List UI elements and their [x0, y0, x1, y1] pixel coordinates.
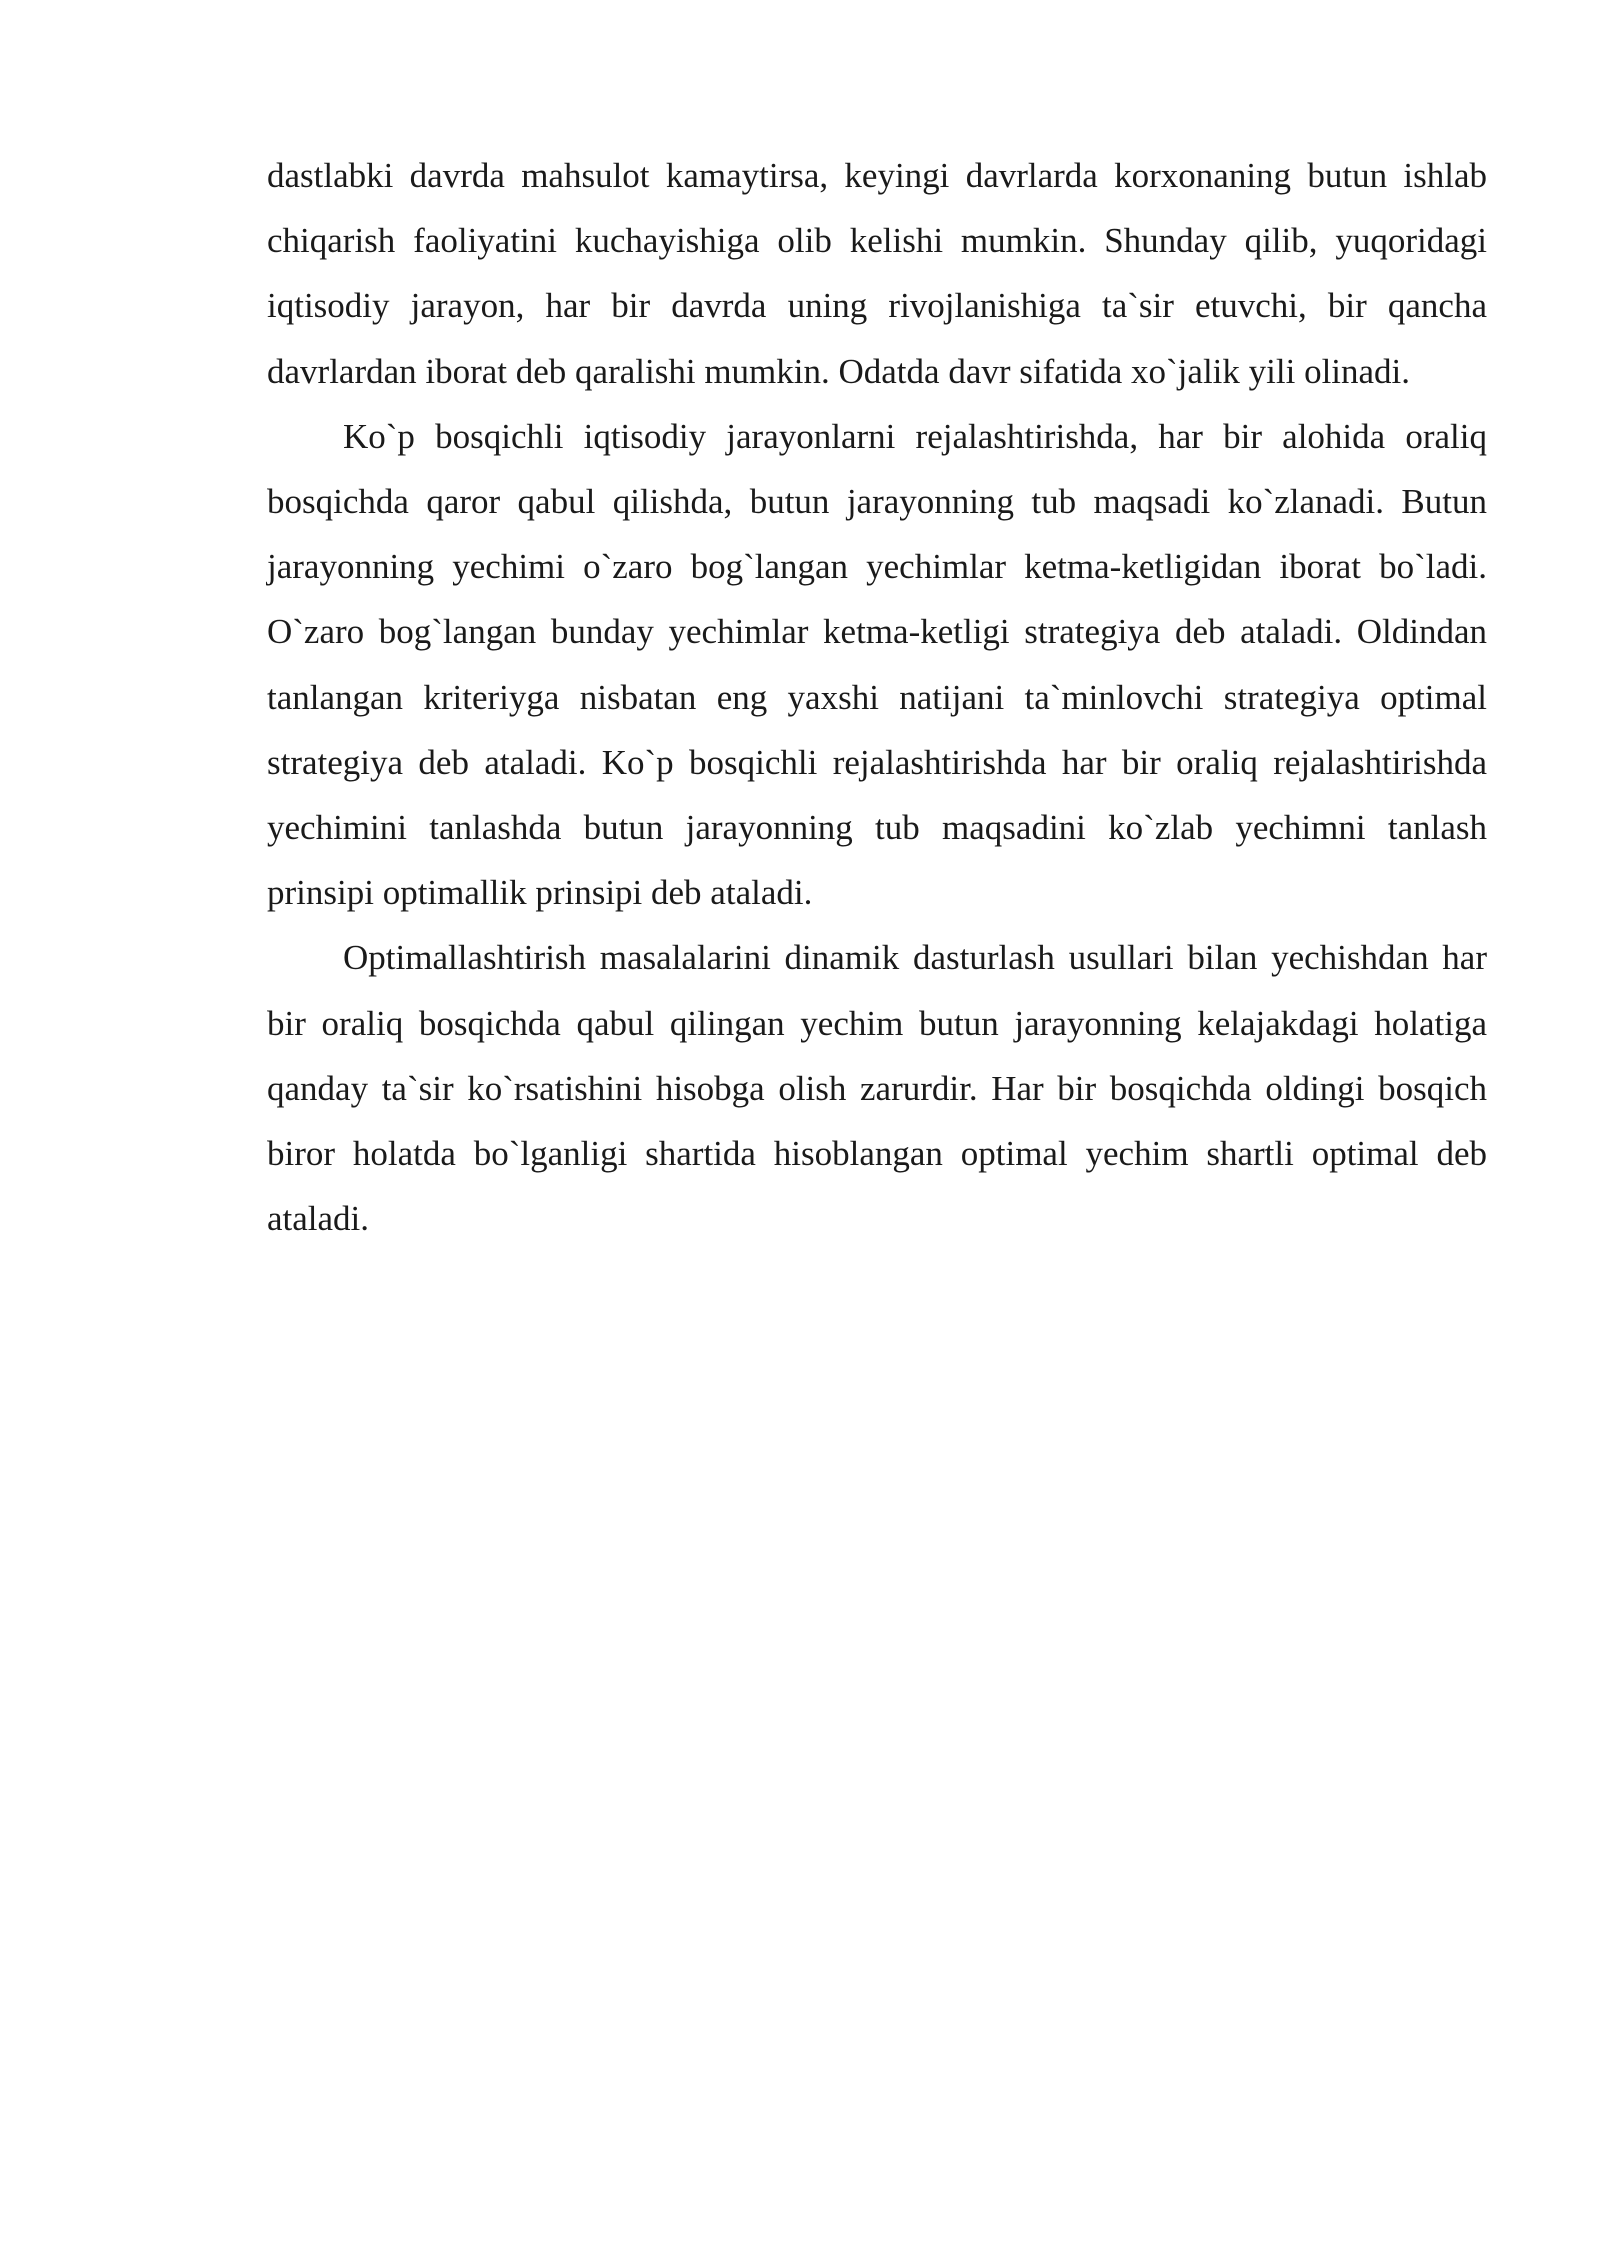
paragraph-continuation: dastlabki davrda mahsulot kamaytirsa, keyingi davrlarda korxonaning butun ishlab chiqarish faoliyatini kuchayishiga olib kelishi mumkin. Shunday qilib, yuqoridagi iqtisodiy jarayon, har bir davrda uning rivojlanishiga ta`sir etuvchi, bir qancha davrlardan iborat deb qaralishi mumkin. Odatda davr sifatida xo`jalik yili olinadi.: [267, 156, 1487, 391]
paragraph-multistage-planning: Ko`p bosqichli iqtisodiy jarayonlarni rejalashtirishda, har bir alohida oraliq bosqichda qaror qabul qilishda, butun jarayonning tub maqsadi ko`zlanadi. Butun jarayonning yechimi o`zaro bog`langan yechimlar ketma-ketligidan iborat bo`ladi. O`zaro bog`langan bunday yechimlar ketma-ketligi strategiya deb ataladi. Oldindan tanlangan kriteriyga nisbatan eng yaxshi natijani ta`minlovchi strategiya optimal strategiya deb ataladi. Ko`p bosqichli rejalashtirishda har bir oraliq rejalashtirishda yechimini tanlashda butun jarayonning tub maqsadini ko`zlab yechimni tanlash prinsipi optimallik prinsipi deb ataladi.: [267, 416, 1487, 913]
document-body: [267, 143, 1487, 1251]
paragraph-dynamic-programming: Optimallashtirish masalalarini dinamik dasturlash usullari bilan yechishdan har bir oraliq bosqichda qabul qilingan yechim butun jarayonning kelajakdagi holatiga qanday ta`sir ko`rsatishini hisobga olish zarurdir. Har bir bosqichda oldingi bosqich biror holatda bo`lganligi shartida hisoblangan optimal yechim shartli optimal deb ataladi.: [267, 938, 1487, 1239]
